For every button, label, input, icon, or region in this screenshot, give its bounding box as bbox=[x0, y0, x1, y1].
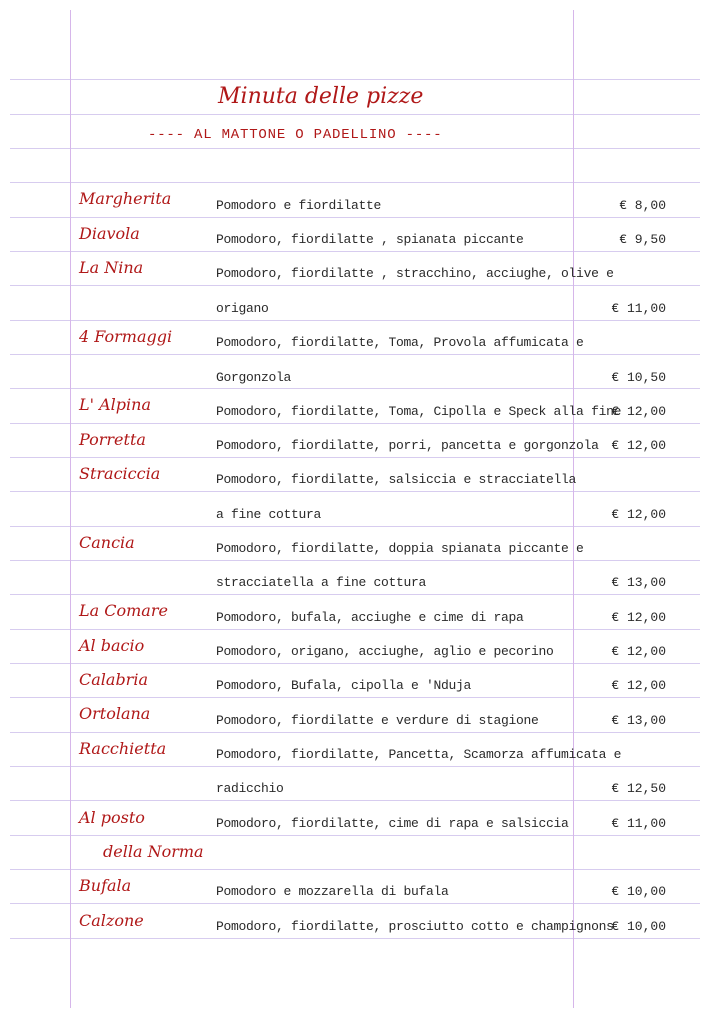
pizza-price: € 12,00 bbox=[611, 678, 666, 693]
pizza-description: Pomodoro, fiordilatte, Pancetta, Scamorza affumicata e bbox=[216, 747, 622, 762]
ruled-line bbox=[10, 663, 700, 664]
right-margin-line bbox=[573, 10, 574, 1008]
pizza-description: Pomodoro e fiordilatte bbox=[216, 198, 382, 213]
ruled-line bbox=[10, 251, 700, 252]
ruled-line bbox=[10, 903, 700, 904]
pizza-price: € 8,00 bbox=[619, 198, 666, 213]
pizza-description: Pomodoro, fiordilatte, prosciutto cotto e champignons bbox=[216, 919, 614, 934]
pizza-name-continued: della Norma bbox=[103, 842, 204, 861]
pizza-description: Pomodoro, fiordilatte, cime di rapa e salsiccia bbox=[216, 816, 569, 831]
pizza-name: Calabria bbox=[79, 670, 148, 689]
pizza-price: € 12,00 bbox=[611, 438, 666, 453]
pizza-description: Pomodoro, fiordilatte, Toma, Cipolla e Speck alla fine bbox=[216, 404, 622, 419]
pizza-description: Pomodoro e mozzarella di bufala bbox=[216, 884, 449, 899]
pizza-description: Pomodoro, origano, acciughe, aglio e pecorino bbox=[216, 644, 554, 659]
ruled-line bbox=[10, 388, 700, 389]
pizza-name: Calzone bbox=[79, 911, 144, 930]
pizza-description: Pomodoro, fiordilatte, doppia spianata piccante e bbox=[216, 541, 584, 556]
pizza-description: Pomodoro, fiordilatte, porri, pancetta e gorgonzola bbox=[216, 438, 599, 453]
pizza-price: € 12,00 bbox=[611, 644, 666, 659]
ruled-line bbox=[10, 320, 700, 321]
pizza-price: € 13,00 bbox=[611, 575, 666, 590]
ruled-line bbox=[10, 217, 700, 218]
pizza-name: Straciccia bbox=[79, 464, 161, 483]
pizza-price: € 11,00 bbox=[611, 816, 666, 831]
ruled-line bbox=[10, 148, 700, 149]
pizza-price: € 12,50 bbox=[611, 781, 666, 796]
ruled-line bbox=[10, 354, 700, 355]
ruled-line bbox=[10, 869, 700, 870]
ruled-line bbox=[10, 423, 700, 424]
pizza-description-continued: a fine cottura bbox=[216, 507, 322, 522]
pizza-description-continued: stracciatella a fine cottura bbox=[216, 575, 427, 590]
ruled-line bbox=[10, 800, 700, 801]
pizza-description: Pomodoro, Bufala, cipolla e 'Nduja bbox=[216, 678, 472, 693]
pizza-description: Pomodoro, fiordilatte, salsiccia e stracciatella bbox=[216, 472, 577, 487]
pizza-name: Cancia bbox=[79, 533, 135, 552]
ruled-line bbox=[10, 526, 700, 527]
pizza-description: Pomodoro, fiordilatte , stracchino, acciughe, olive e bbox=[216, 266, 614, 281]
pizza-name: Porretta bbox=[79, 430, 146, 449]
ruled-line bbox=[10, 594, 700, 595]
pizza-price: € 13,00 bbox=[611, 713, 666, 728]
menu-subtitle: ---- AL MATTONE O PADELLINO ---- bbox=[148, 127, 443, 143]
pizza-price: € 10,00 bbox=[611, 919, 666, 934]
pizza-name: 4 Formaggi bbox=[79, 327, 173, 346]
pizza-name: Bufala bbox=[79, 876, 132, 895]
ruled-line bbox=[10, 732, 700, 733]
ruled-line bbox=[10, 285, 700, 286]
left-margin-line bbox=[70, 10, 71, 1008]
pizza-price: € 12,00 bbox=[611, 404, 666, 419]
pizza-description: Pomodoro, bufala, acciughe e cime di rapa bbox=[216, 610, 524, 625]
pizza-name: Al posto bbox=[79, 808, 145, 827]
pizza-description-continued: radicchio bbox=[216, 781, 284, 796]
pizza-name: Margherita bbox=[79, 189, 172, 208]
ruled-line bbox=[10, 938, 700, 939]
pizza-description: Pomodoro, fiordilatte , spianata piccante bbox=[216, 232, 524, 247]
pizza-price: € 10,50 bbox=[611, 370, 666, 385]
pizza-price: € 12,00 bbox=[611, 507, 666, 522]
ruled-line bbox=[10, 491, 700, 492]
pizza-price: € 9,50 bbox=[619, 232, 666, 247]
ruled-line bbox=[10, 766, 700, 767]
pizza-description: Pomodoro, fiordilatte, Toma, Provola affumicata e bbox=[216, 335, 584, 350]
ruled-line bbox=[10, 182, 700, 183]
ruled-line bbox=[10, 697, 700, 698]
pizza-price: € 10,00 bbox=[611, 884, 666, 899]
pizza-name: La Comare bbox=[79, 601, 168, 620]
pizza-name: Racchietta bbox=[79, 739, 167, 758]
pizza-name: L' Alpina bbox=[79, 395, 151, 414]
pizza-price: € 12,00 bbox=[611, 610, 666, 625]
pizza-name: Diavola bbox=[79, 224, 140, 243]
ruled-line bbox=[10, 457, 700, 458]
pizza-name: La Nina bbox=[79, 258, 144, 277]
pizza-description-continued: origano bbox=[216, 301, 269, 316]
pizza-name: Ortolana bbox=[79, 704, 151, 723]
pizza-name: Al bacio bbox=[79, 636, 145, 655]
ruled-line bbox=[10, 114, 700, 115]
ruled-line bbox=[10, 560, 700, 561]
ruled-line bbox=[10, 835, 700, 836]
ruled-line bbox=[10, 629, 700, 630]
menu-title: Minuta delle pizze bbox=[218, 84, 424, 109]
pizza-description: Pomodoro, fiordilatte e verdure di stagione bbox=[216, 713, 539, 728]
pizza-price: € 11,00 bbox=[611, 301, 666, 316]
ruled-line bbox=[10, 79, 700, 80]
pizza-description-continued: Gorgonzola bbox=[216, 370, 292, 385]
